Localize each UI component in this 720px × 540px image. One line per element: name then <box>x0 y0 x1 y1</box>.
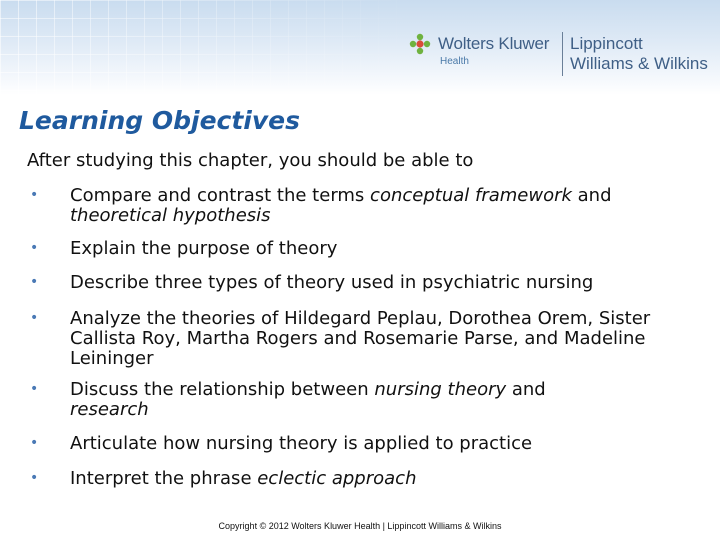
objective-text <box>70 309 690 369</box>
header-band <box>0 0 720 95</box>
objective-text-emphasis: nursing theory <box>374 379 507 400</box>
bullet-icon: • <box>30 381 39 397</box>
objective-text-part: Articulate how nursing theory is applied to practice <box>70 433 533 454</box>
objective-text <box>70 434 710 454</box>
bullet-icon: • <box>30 310 39 326</box>
objective-text-part: Describe three types of theory used in psychiatric nursing <box>70 272 594 293</box>
header-grid-pattern <box>0 0 420 95</box>
objective-text-emphasis: theoretical hypothesis <box>70 205 271 226</box>
objective-text-part: Explain the purpose of theory <box>70 238 338 259</box>
publisher-brand <box>408 28 714 80</box>
bullet-icon: • <box>30 187 39 203</box>
objective-text-part: and <box>506 379 546 400</box>
partner-line-1: Lippincott <box>570 34 643 53</box>
objective-text-part: and <box>571 185 612 206</box>
objective-text-emphasis: research <box>70 399 149 420</box>
intro-text: After studying this chapter, you should be able to <box>27 150 474 171</box>
bullet-icon: • <box>30 240 39 256</box>
partner-line-2: Williams & Wilkins <box>570 54 708 73</box>
brand-name: Wolters Kluwer <box>438 34 550 53</box>
objective-text-part: Discuss the relationship between <box>70 379 375 400</box>
slide-title: Learning Objectives <box>19 106 300 135</box>
objective-text <box>70 380 630 420</box>
objective-text <box>70 273 710 293</box>
objective-text-part: Interpret the phrase <box>70 468 258 489</box>
wolters-kluwer-logo-icon <box>408 32 432 56</box>
bullet-icon: • <box>30 435 39 451</box>
brand-divider <box>562 32 563 76</box>
objective-text-part: Analyze the theories of Hildegard Peplau, Dorothea Orem, Sister Callista Roy, Martha Rogers and Rosemarie Parse, and Madeline Leininger <box>70 308 651 369</box>
brand-sub: Health <box>440 56 469 67</box>
objective-text <box>70 469 710 489</box>
objective-text <box>70 186 710 226</box>
objective-text-emphasis: conceptual framework <box>370 185 572 206</box>
bullet-icon: • <box>30 274 39 290</box>
bullet-icon: • <box>30 470 39 486</box>
objective-text-emphasis: eclectic approach <box>257 468 417 489</box>
objective-text-part: Compare and contrast the terms <box>70 185 371 206</box>
copyright-footer: Copyright © 2012 Wolters Kluwer Health | Lippincott Williams & Wilkins <box>218 521 502 531</box>
objective-text <box>70 239 710 259</box>
partner-brand <box>570 34 708 74</box>
